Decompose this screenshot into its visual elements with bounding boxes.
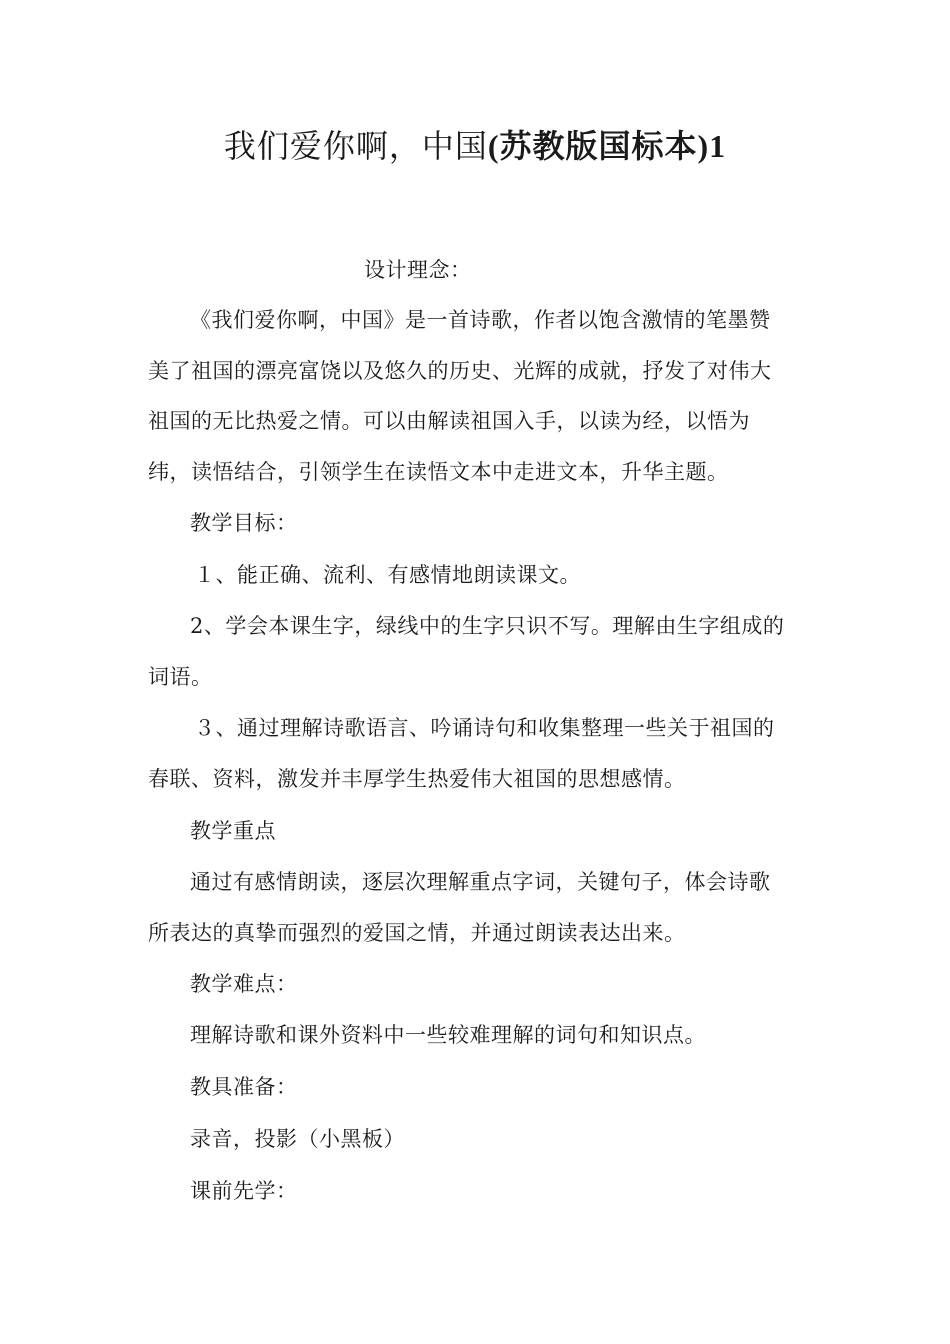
document-title: [0, 124, 950, 168]
intro-line: 祖国的无比热爱之情。可以由解读祖国入手，以读为经，以悟为: [148, 409, 750, 433]
goal-item: １、能正确、流利、有感情地朗读课文。: [194, 563, 581, 587]
goal-item: 2、学会本课生字，绿线中的生字只识不写。理解由生字组成的: [190, 614, 785, 638]
key-line: 通过有感情朗读，逐层次理解重点字词，关键句子，体会诗歌: [190, 870, 771, 894]
title-suffix: (苏教版国标本)1: [487, 128, 727, 164]
tools-text: 录音，投影（小黑板）: [190, 1127, 405, 1151]
goal-item-continued: 词语。: [148, 665, 213, 689]
difficulty-heading: 教学难点：: [190, 972, 298, 996]
difficulty-text: 理解诗歌和课外资料中一些较难理解的词句和知识点。: [190, 1023, 706, 1047]
key-line: 所表达的真挚而强烈的爱国之情，并通过朗读表达出来。: [148, 921, 686, 945]
goal-item: ３、通过理解诗歌语言、吟诵诗句和收集整理一些关于祖国的: [194, 716, 775, 740]
goal-item-continued: 春联、资料，激发并丰厚学生热爱伟大祖国的思想感情。: [148, 767, 686, 791]
intro-line: 美了祖国的漂亮富饶以及悠久的历史、光辉的成就，抒发了对伟大: [148, 359, 772, 383]
design-heading: 设计理念：: [364, 258, 472, 282]
intro-line: 纬，读悟结合，引领学生在读悟文本中走进文本，升华主题。: [148, 460, 729, 484]
prestudy-heading: 课前先学：: [190, 1179, 298, 1203]
tools-heading: 教具准备：: [190, 1075, 298, 1099]
title-main: 我们爱你啊，中国: [223, 127, 488, 165]
intro-line: 《我们爱你啊，中国》是一首诗歌，作者以饱含激情的笔墨赞: [190, 308, 771, 332]
key-heading: 教学重点: [190, 819, 276, 843]
goals-heading: 教学目标：: [190, 511, 298, 535]
